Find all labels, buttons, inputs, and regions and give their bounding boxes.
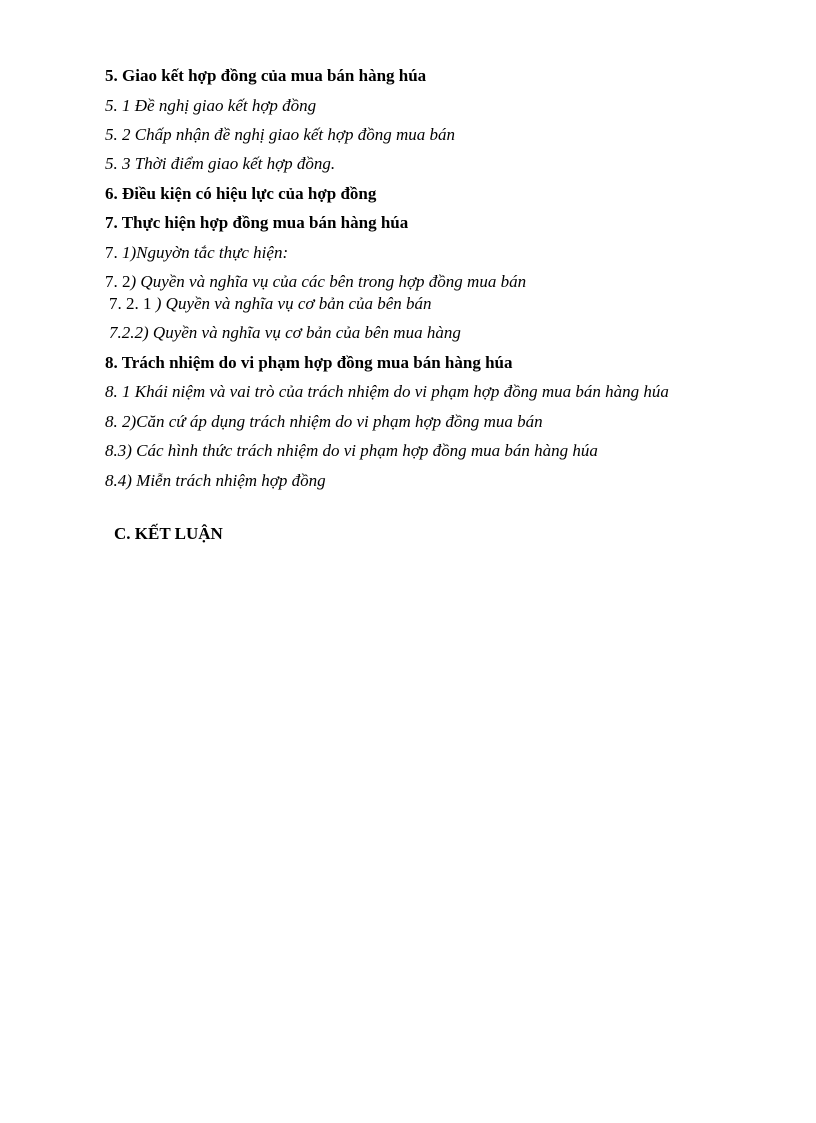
section-5-3-item: 5. 3 Thời điểm giao kết hợp đồng. (105, 154, 336, 173)
section-7-2-text: ) Quyền và nghĩa vụ của các bên trong hợp đồng mua bán (130, 272, 527, 291)
section-8-2-item: 8. 2)Căn cứ áp dụng trách nhiệm do vi phạm hợp đồng mua bán (105, 412, 543, 431)
section-7-2-1-number: 7. 2. 1 (109, 294, 152, 313)
section-5-2-item: 5. 2 Chấp nhận đề nghị giao kết hợp đồng mua bán (105, 125, 455, 144)
section-7-heading: 7. Thực hiện hợp đồng mua bán hàng húa (105, 213, 409, 232)
section-5-heading: 5. Giao kết hợp đồng của mua bán hàng húa (105, 66, 427, 85)
section-6-heading: 6. Điều kiện có hiệu lực của hợp đồng (105, 184, 377, 203)
section-7-2-2-item: 7.2.2) Quyền và nghĩa vụ cơ bản của bên mua hàng (109, 323, 461, 342)
section-8-3-item: 8.3) Các hình thức trách nhiệm do vi phạm hợp đồng mua bán hàng húa (105, 441, 598, 460)
section-7-1-number: 7. (105, 243, 122, 262)
section-7-1-item (105, 243, 288, 263)
conclusion-heading: C. KẾT LUẬN (114, 524, 223, 543)
section-5-1-item: 5. 1 Đề nghị giao kết hợp đồng (105, 96, 317, 115)
section-8-4-item: 8.4) Miễn trách nhiệm hợp đồng (105, 471, 326, 490)
section-7-2-1-item (109, 294, 432, 314)
section-8-1-item: 8. 1 Khái niệm và vai trò của trách nhiệm do vi phạm hợp đồng mua bán hàng húa (105, 382, 669, 401)
section-7-1-text: 1)Nguyờn tắc thực hiện: (122, 243, 289, 262)
section-7-2-number: 7. 2 (105, 272, 131, 291)
section-7-2-item (105, 272, 526, 292)
section-8-heading: 8. Trách nhiệm do vi phạm hợp đồng mua bán hàng húa (105, 353, 513, 372)
section-7-2-1-text: ) Quyền và nghĩa vụ cơ bản của bên bán (151, 294, 432, 313)
